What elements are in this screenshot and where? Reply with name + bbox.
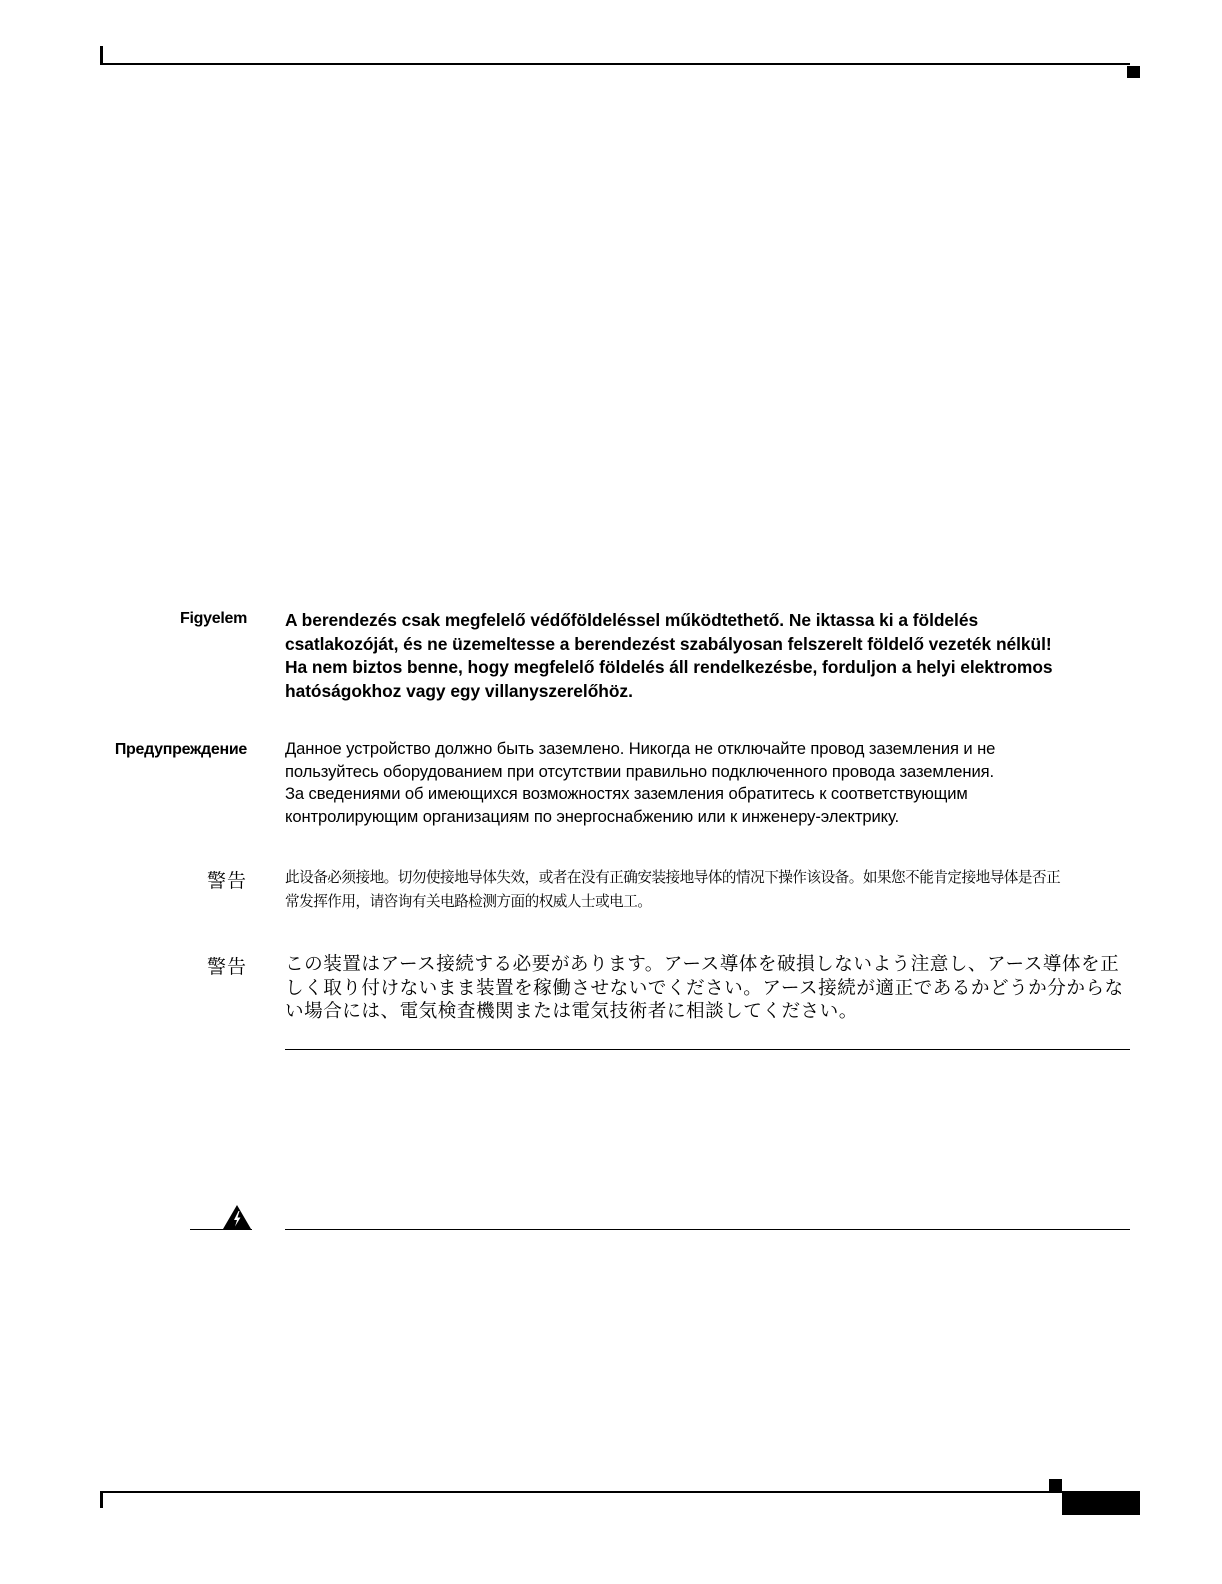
text-line: контролирующим организациям по энергоснабжению или к инженеру-электрику. xyxy=(285,806,900,826)
warning-text-hungarian xyxy=(285,609,1130,703)
text-line: За сведениями об имеющихся возможностях заземления обратитесь к соответствующим xyxy=(285,784,968,804)
text-line: csatlakozóját, és ne üzemeltesse a berendezést szabályosan felszerelt földelő vezeték nélkül! xyxy=(285,633,1052,654)
header-tick xyxy=(100,46,103,64)
text-line: この装置はアース接続する必要があります。アース導体を破損しないよう注意し、アース導体を正 xyxy=(285,954,1120,975)
warning-label-japanese: 警告 xyxy=(206,957,247,978)
page-number-tab xyxy=(1062,1492,1140,1515)
text-line: Данное устройство должно быть заземлено. Никогда не отключайте провод заземления и не xyxy=(285,739,996,758)
text-line: Ha nem biztos benne, hogy megfelelő földelés áll rendelkezésbe, forduljon a helyi elektromos xyxy=(285,657,1053,678)
footer-rule xyxy=(100,1491,1140,1493)
text-line: A berendezés csak megfelelő védőföldeléssel működtethető. Ne iktassa ki a földelés xyxy=(285,610,979,630)
warning-rule xyxy=(285,1229,1130,1230)
text-line: 此设备必须接地。切勿使接地导体失效，或者在没有正确安装接地导体的情况下操作该设备。如果您不能肯定接地导体是否正 xyxy=(285,869,1061,886)
text-line: しく取り付けないまま装置を稼働させないでください。アース接続が適正であるかどうか分からな xyxy=(285,977,1124,999)
text-line: 常发挥作用，请咨询有关电路检测方面的权威人士或电工。 xyxy=(285,893,652,910)
warning-label-russian: Предупреждение xyxy=(114,741,247,758)
warning-icon-rule xyxy=(190,1229,252,1230)
warning-label-hungarian: Figyelem xyxy=(180,610,247,627)
warning-triangle-icon xyxy=(222,1204,252,1230)
footer-square xyxy=(1049,1479,1062,1491)
text-line: hatóságokhoz vagy egy villanyszerelőhöz. xyxy=(285,680,633,701)
text-line: い場合には、電気検査機関または電気技術者に相談してください。 xyxy=(285,1001,858,1022)
footer-tick xyxy=(100,1491,103,1508)
warning-text-japanese xyxy=(285,953,1130,1024)
warning-text-chinese xyxy=(285,866,1130,914)
header-rule xyxy=(100,63,1130,65)
section-separator xyxy=(285,1049,1130,1050)
warning-text-russian xyxy=(285,738,1130,828)
header-square xyxy=(1127,66,1140,78)
text-line: пользуйтесь оборудованием при отсутствии правильно подключенного провода заземления. xyxy=(285,761,995,781)
warning-label-chinese: 警告 xyxy=(206,871,247,892)
